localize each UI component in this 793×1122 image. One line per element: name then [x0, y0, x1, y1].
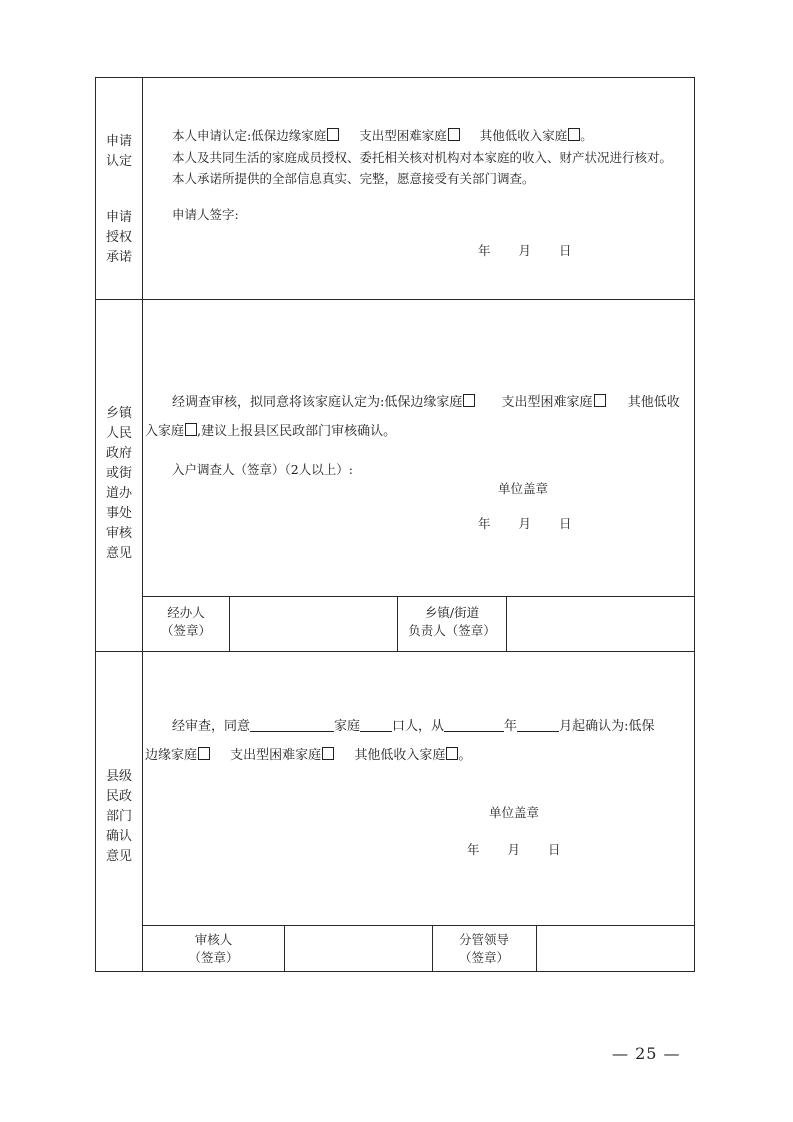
township-leader-signature-field[interactable]: [508, 598, 693, 649]
family-name-blank[interactable]: [250, 718, 334, 732]
section3-sign-row-top: [142, 925, 695, 926]
supervisor-signature-field[interactable]: [538, 927, 693, 970]
table-top-border: [95, 77, 695, 78]
checkbox-county-low-income-edge[interactable]: [198, 747, 210, 760]
checkbox-other-low-income[interactable]: [568, 128, 580, 141]
reviewer-signature-field[interactable]: [286, 927, 431, 970]
section2-review-line2: 入家庭 ,建议上报县区民政部门审核确认。: [145, 424, 397, 439]
section3-unit-seal: 单位盖章: [489, 805, 540, 820]
section1-label-apply: 申请 认定: [105, 134, 132, 169]
household-size-blank[interactable]: [360, 718, 392, 732]
supervisor-signature-cell: 分管领导 （签章）: [458, 932, 509, 965]
start-year-blank[interactable]: [444, 718, 504, 732]
checkbox-low-income-edge[interactable]: [327, 128, 339, 141]
section1-declaration-line1: 本人申请认定:低保边缘家庭 支出型困难家庭 其他低收入家庭 。: [172, 128, 593, 143]
investigator-signature-label: 入户调查人（签章）（2人以上）:: [172, 462, 353, 477]
table-bottom-border: [95, 971, 695, 972]
section3-confirmation-line1: 经审查，同意 家庭 口人，从 年 月起确认为:低保: [172, 719, 655, 734]
checkbox-township-low-income-edge[interactable]: [463, 394, 475, 407]
reviewer-signature-cell: 审核人 （签章）: [188, 932, 239, 965]
checkbox-county-expenditure-hardship[interactable]: [322, 747, 334, 760]
handler-signature-field[interactable]: [231, 598, 396, 649]
township-leader-signature-cell: 乡镇/街道 负责人（签章）: [408, 605, 496, 638]
section1-date: 年 月 日: [478, 243, 572, 258]
section3-sign-divider-1: [284, 925, 285, 972]
table-right-border: [694, 77, 695, 972]
section2-review-line1: 经调查审核，拟同意将该家庭认定为:低保边缘家庭 支出型困难家庭 其他低收: [172, 395, 680, 410]
handler-signature-cell: 经办人 （签章）: [160, 605, 211, 638]
section3-sign-divider-3: [536, 925, 537, 972]
section1-commitment-text: 本人承诺所提供的全部信息真实、完整，愿意接受有关部门调查。: [172, 171, 535, 186]
section2-unit-seal: 单位盖章: [498, 481, 549, 496]
section2-sign-divider-1: [229, 596, 230, 651]
section-divider-1: [95, 299, 695, 300]
section3-confirmation-line2: 边缘家庭 支出型困难家庭 其他低收入家庭 。: [145, 748, 472, 763]
section3-date: 年 月 日: [467, 842, 561, 857]
section3-label-county-confirmation: 县级 民政 部门 确认 意见: [105, 769, 132, 864]
checkbox-township-expenditure-hardship[interactable]: [594, 394, 606, 407]
checkbox-expenditure-hardship[interactable]: [448, 128, 460, 141]
section2-sign-row-top: [142, 596, 695, 597]
section1-authorization-text: 本人及共同生活的家庭成员授权、委托相关核对机构对本家庭的收入、财产状况进行核对。: [172, 150, 673, 165]
checkbox-township-other-low-income[interactable]: [185, 423, 197, 436]
checkbox-county-other-low-income[interactable]: [446, 747, 458, 760]
start-month-blank[interactable]: [517, 718, 559, 732]
section2-date: 年 月 日: [478, 516, 572, 531]
page-number: — 25 —: [612, 1044, 681, 1063]
label-column-divider: [142, 77, 143, 972]
section-divider-2: [95, 651, 695, 652]
section1-label-authorize: 申请 授权 承诺: [105, 210, 132, 265]
section2-label-township-review: 乡镇 人民 政府 或街 道办 事处 审核 意见: [105, 406, 132, 561]
applicant-signature-label: 申请人签字:: [172, 207, 239, 222]
